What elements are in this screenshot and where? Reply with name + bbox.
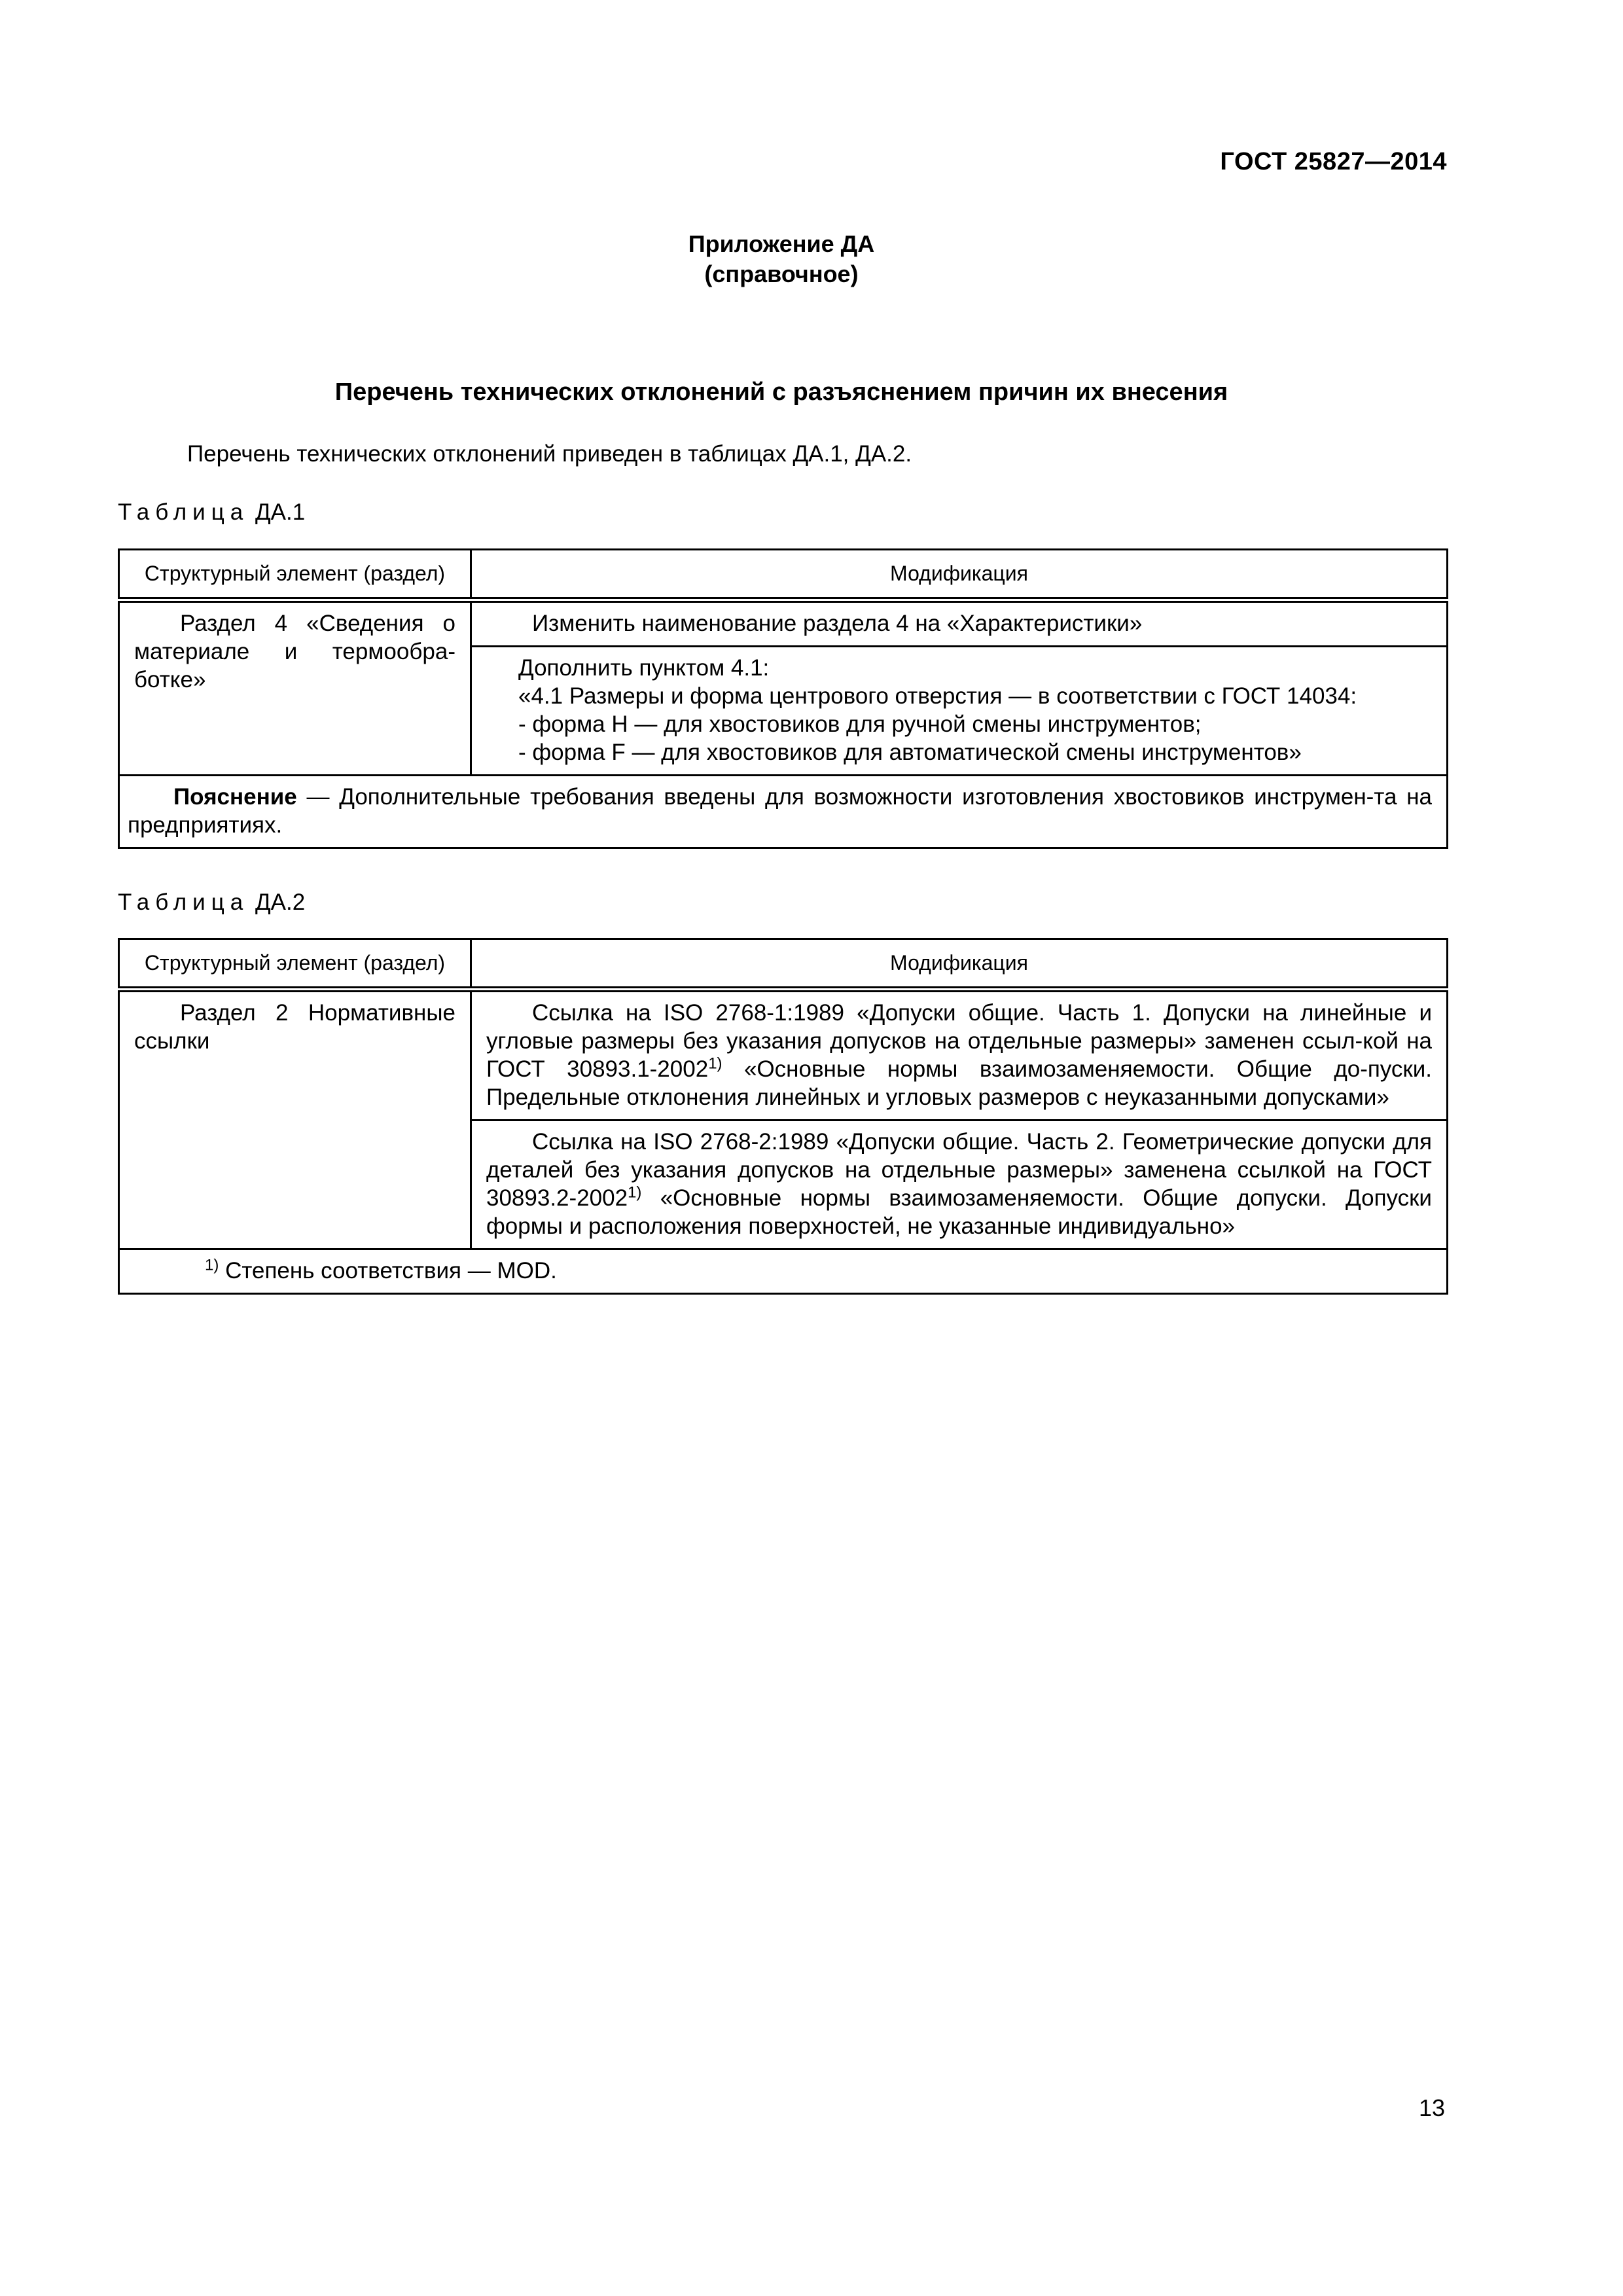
table-da2 [118, 938, 1448, 1295]
document-number: ГОСТ 25827—2014 [1220, 148, 1447, 175]
table1-header-row [119, 550, 1448, 600]
appendix-subtitle: (справочное) [704, 260, 859, 287]
table2-header-row [119, 939, 1448, 990]
footnote-marker: 1) [205, 1256, 219, 1274]
footnote-text: Степень соответствия — MOD. [219, 1258, 557, 1283]
table2-footnote-cell [119, 1249, 1448, 1294]
mod-text: Ссылка на ISO 2768-1:1989 «Допуски общие. Часть 1. Допуски на линейные и угловые размеры без указания допусков на отдельные размеры» заменен ссыл-кой на ГОСТ 30893.1-2002 [486, 1000, 1432, 1082]
table2-mod-cell-2 [471, 1121, 1448, 1249]
table2-col-header-modification: Модификация [471, 939, 1448, 990]
mod-line: «4.1 Размеры и форма центрового отверстия — в соответствии с ГОСТ 14034: [518, 683, 1357, 709]
table2-mod-cell-1 [471, 990, 1448, 1121]
table1-section-cell: Раздел 4 «Сведения о материале и термообра-ботке» [119, 600, 471, 776]
note-label: Пояснение [173, 784, 297, 810]
table-row [119, 600, 1448, 647]
table-da1 [118, 548, 1448, 849]
footnote-ref: 1) [708, 1054, 722, 1073]
footnote-ref: 1) [628, 1183, 642, 1202]
mod-line: Дополнить пунктом 4.1: [518, 655, 770, 681]
mod-text: Ссылка на ISO 2768-2:1989 «Допуски общие. Часть 2. Геометрические допуски для деталей без указания допусков на отдельные размеры» заменена ссылкой на ГОСТ 30893.2-2002 [486, 1129, 1432, 1211]
table2-section-cell: Раздел 2 Нормативные ссылки [119, 990, 471, 1249]
appendix-title: Приложение ДА [688, 230, 875, 257]
mod-line: - форма F — для хвостовиков для автоматической смены инструментов» [518, 740, 1302, 765]
mod-line: - форма Н — для хвостовиков для ручной смены инструментов; [518, 711, 1202, 737]
table1-note-row [119, 776, 1448, 848]
table-row [119, 990, 1448, 1121]
table1-note-cell [119, 776, 1448, 848]
table1-caption [118, 499, 305, 526]
table1-caption-number: ДА.1 [255, 499, 306, 525]
table2-caption-word: Таблица [118, 889, 249, 915]
appendix-heading [0, 229, 1563, 289]
note-text: — Дополнительные требования введены для возможности изготовления хвостовиков инструмен-та на предприятиях. [128, 784, 1432, 838]
page-number: 13 [1418, 2094, 1445, 2121]
mod-text: «Основные нормы взаимозаменяемости. Общие до-пуски. Предельные отклонения линейных и угловых размеров с неуказанными допусками» [486, 1056, 1433, 1110]
mod-text: «Основные нормы взаимозаменяемости. Общие допуски. Допуски формы и расположения поверхностей, не указанные индивидуально» [486, 1185, 1432, 1239]
table2-col-header-section: Структурный элемент (раздел) [119, 939, 471, 990]
table2-caption-number: ДА.2 [255, 889, 306, 915]
main-title: Перечень технических отклонений с разъяснением причин их внесения [334, 378, 1228, 406]
table1-col-header-modification: Модификация [471, 550, 1448, 600]
table1-caption-word: Таблица [118, 499, 249, 525]
table1-col-header-section: Структурный элемент (раздел) [119, 550, 471, 600]
table2-caption [118, 889, 305, 916]
table1-mod-cell-2 [471, 647, 1448, 776]
table1-mod-cell-1: Изменить наименование раздела 4 на «Характеристики» [471, 600, 1448, 647]
intro-paragraph: Перечень технических отклонений приведен в таблицах ДА.1, ДА.2. [187, 441, 912, 467]
table2-footnote-row [119, 1249, 1448, 1294]
